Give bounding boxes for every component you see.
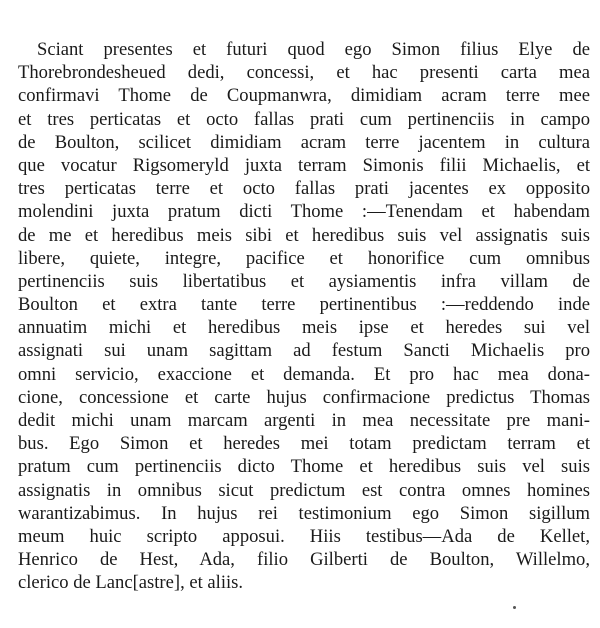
charter-paragraph	[18, 38, 590, 595]
text-line-21: warantizabimus. In hujus rei testimonium ego Simon sigillum	[18, 502, 590, 524]
text-line-5: de Boulton, scilicet dimidiam acram terre jacentem in cultura	[18, 131, 590, 153]
text-line-13: annuatim michi et heredibus meis ipse et heredes sui vel	[18, 317, 590, 339]
text-line-8: molendini juxta pratum dicti Thome :—Tenendam et habendam	[18, 201, 590, 223]
text-line-9: de me et heredibus meis sibi et heredibus suis vel assignatis suis	[18, 224, 590, 246]
text-line-14: assignati sui unam sagittam ad festum Sancti Michaelis pro	[18, 340, 590, 362]
text-line-2: Thorebrondesheued dedi, concessi, et hac presenti carta mea	[18, 62, 590, 84]
text-line-6: que vocatur Rigsomeryld juxta terram Simonis filii Michaelis, et	[18, 154, 590, 176]
text-line-17: dedit michi unam marcam argenti in mea necessitate pre mani-	[18, 410, 590, 431]
text-line-7: tres perticatas terre et octo fallas prati jacentes ex opposito	[18, 178, 590, 200]
text-line-15: omni servicio, exaccione et demanda. Et pro hac mea dona-	[18, 363, 590, 385]
text-line-23: Henrico de Hest, Ada, filio Gilberti de Boulton, Willelmo,	[18, 549, 590, 571]
scan-speck	[513, 606, 516, 609]
text-line-12: Boulton et extra tante terre pertinentibus :—reddendo inde	[18, 294, 590, 316]
text-line-3: confirmavi Thome de Coupmanwra, dimidiam acram terre mee	[18, 85, 590, 107]
text-line-4: et tres perticatas et octo fallas prati cum pertinenciis in campo	[18, 108, 590, 130]
text-line-16: cione, concessione et carte hujus confirmacione predictus Thomas	[18, 386, 590, 408]
text-line-19: pratum cum pertinenciis dicto Thome et heredibus suis vel suis	[18, 456, 590, 478]
text-line-20: assignatis in omnibus sicut predictum est contra omnes homines	[18, 479, 590, 501]
text-line-1: Sciant presentes et futuri quod ego Simon filius Elye de	[37, 39, 590, 60]
text-line-18: bus. Ego Simon et heredes mei totam predictam terram et	[18, 433, 590, 455]
text-line-11: pertinenciis suis libertatibus et aysiamentis infra villam de	[18, 270, 590, 292]
text-line-22: meum huic scripto apposui. Hiis testibus—Ada de Kellet,	[18, 525, 590, 547]
text-line-24: clerico de Lanc[astre], et aliis.	[18, 572, 244, 594]
text-line-10: libere, quiete, integre, pacifice et honorifice cum omnibus	[18, 247, 590, 269]
